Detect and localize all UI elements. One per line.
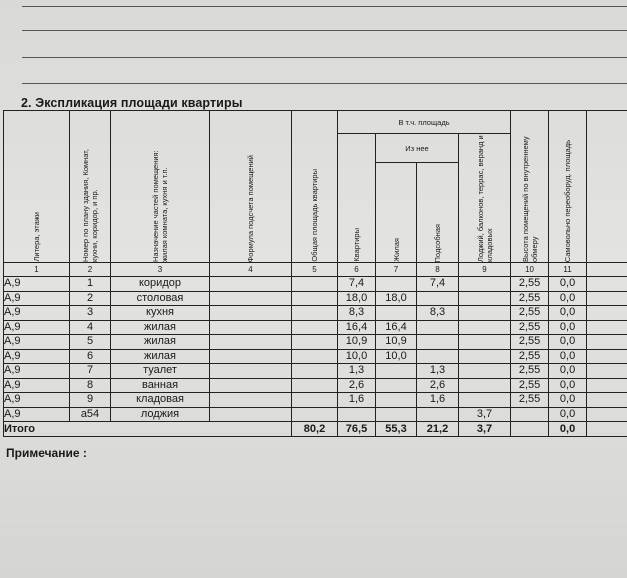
cell-purpose: кухня [111,306,210,321]
column-number-row [4,263,627,277]
cell-formula [210,349,292,364]
column-number: 10 [511,263,549,277]
cell-loggia [459,349,511,364]
column-number: 4 [210,263,292,277]
cell-loggia: 3,7 [459,407,511,422]
column-number: 8 [417,263,459,277]
totals-total: 80,2 [292,422,338,437]
cell-auxiliary [417,407,459,422]
cell-flat: 18,0 [338,291,376,306]
blank-line [22,83,627,84]
cell-flat: 8,3 [338,306,376,321]
cell-litera: А,9 [4,407,70,422]
header-extra [587,111,627,263]
cell-number: 1 [70,277,111,292]
cell-rebuilt: 0,0 [549,364,587,379]
cell-loggia [459,291,511,306]
cell-purpose: жилая [111,335,210,350]
cell-auxiliary: 1,3 [417,364,459,379]
table-row [4,320,627,335]
cell-rebuilt: 0,0 [549,378,587,393]
cell-number: 4 [70,320,111,335]
cell-flat: 16,4 [338,320,376,335]
cell-rebuilt: 0,0 [549,291,587,306]
header-formula: Формула подсчета помещений [210,111,292,263]
explication-table [3,110,627,437]
column-number: 3 [111,263,210,277]
cell-height: 2,55 [511,306,549,321]
cell-flat: 10,0 [338,349,376,364]
totals-row [4,422,627,437]
blank-line [22,30,627,31]
cell-litera: А,9 [4,306,70,321]
cell-living [376,364,417,379]
cell-total [292,306,338,321]
cell-auxiliary [417,291,459,306]
cell-loggia [459,306,511,321]
table-row [4,407,627,422]
cell-litera: А,9 [4,393,70,408]
cell-height: 2,55 [511,277,549,292]
header-living: Жилая [376,163,417,263]
cell-living: 18,0 [376,291,417,306]
cell-total [292,277,338,292]
cell-loggia [459,364,511,379]
header-flat: Квартиры [338,134,376,263]
cell-litera: А,9 [4,291,70,306]
cell-total [292,320,338,335]
cell-flat [338,407,376,422]
cell-auxiliary [417,349,459,364]
cell-auxiliary [417,320,459,335]
table-row [4,335,627,350]
cell-purpose: коридор [111,277,210,292]
cell-auxiliary [417,335,459,350]
header-group-of-which: Из нее [376,134,459,163]
cell-number: а54 [70,407,111,422]
header-auxiliary: Подсобная [417,163,459,263]
cell-litera: А,9 [4,335,70,350]
header-group-incl: В т.ч. площадь [338,111,511,134]
cell-number: 2 [70,291,111,306]
cell-auxiliary: 2,6 [417,378,459,393]
totals-living: 55,3 [376,422,417,437]
cell-height [511,407,549,422]
cell-loggia [459,277,511,292]
cell-litera: А,9 [4,378,70,393]
column-number: 11 [549,263,587,277]
cell-living [376,277,417,292]
cell-living: 16,4 [376,320,417,335]
cell-litera: А,9 [4,320,70,335]
column-number: 2 [70,263,111,277]
cell-living [376,407,417,422]
cell-flat: 2,6 [338,378,376,393]
totals-loggia: 3,7 [459,422,511,437]
table-row [4,306,627,321]
cell-auxiliary: 8,3 [417,306,459,321]
cell-height: 2,55 [511,320,549,335]
cell-formula [210,407,292,422]
cell-height: 2,55 [511,393,549,408]
table-row [4,349,627,364]
cell-living [376,393,417,408]
cell-formula [210,277,292,292]
cell-height: 2,55 [511,364,549,379]
cell-formula [210,335,292,350]
cell-loggia [459,378,511,393]
cell-rebuilt: 0,0 [549,393,587,408]
table-row [4,378,627,393]
header-height: Высота помещений по внутреннему обмеру [511,111,549,263]
cell-number: 7 [70,364,111,379]
cell-purpose: туалет [111,364,210,379]
totals-auxiliary: 21,2 [417,422,459,437]
cell-purpose: столовая [111,291,210,306]
cell-total [292,393,338,408]
cell-height: 2,55 [511,349,549,364]
table-row [4,393,627,408]
cell-total [292,335,338,350]
cell-living [376,306,417,321]
table-row [4,364,627,379]
cell-living [376,378,417,393]
cell-number: 6 [70,349,111,364]
note-label: Примечание : [6,446,87,460]
cell-living: 10,9 [376,335,417,350]
blank-line [22,57,627,58]
cell-height: 2,55 [511,291,549,306]
cell-purpose: кладовая [111,393,210,408]
cell-living: 10,0 [376,349,417,364]
cell-formula [210,291,292,306]
table-row [4,291,627,306]
cell-number: 3 [70,306,111,321]
column-number: 6 [338,263,376,277]
totals-rebuilt: 0,0 [549,422,587,437]
header-plan-number: Номер по плану здания, Комнат, кухни, коридор, и пр. [70,111,111,263]
cell-formula [210,320,292,335]
cell-formula [210,306,292,321]
column-number: 1 [4,263,70,277]
cell-number: 8 [70,378,111,393]
cell-total [292,364,338,379]
cell-number: 5 [70,335,111,350]
cell-rebuilt: 0,0 [549,335,587,350]
totals-height [511,422,549,437]
cell-height: 2,55 [511,378,549,393]
cell-purpose: ванная [111,378,210,393]
header-loggia: Лоджий, балконов, террас, веранд и кладовых [459,134,511,263]
cell-rebuilt: 0,0 [549,320,587,335]
cell-total [292,349,338,364]
cell-total [292,291,338,306]
cell-formula [210,378,292,393]
cell-auxiliary: 7,4 [417,277,459,292]
header-purpose: Назначение частей помещения: жилая комната, кухня и т.п. [111,111,210,263]
header-total-area: Общая площадь квартиры [292,111,338,263]
totals-label: Итого [4,422,292,437]
cell-total [292,407,338,422]
cell-loggia [459,335,511,350]
totals-flat: 76,5 [338,422,376,437]
header-litera: Литера, этажи [4,111,70,263]
section-title: 2. Экспликация площади квартиры [21,96,243,110]
cell-loggia [459,393,511,408]
cell-flat: 7,4 [338,277,376,292]
cell-rebuilt: 0,0 [549,306,587,321]
cell-total [292,378,338,393]
column-number: 9 [459,263,511,277]
cell-purpose: лоджия [111,407,210,422]
column-number: 7 [376,263,417,277]
cell-rebuilt: 0,0 [549,349,587,364]
header-rebuilt: Самовольно переоборуд. площадь [549,111,587,263]
cell-formula [210,364,292,379]
cell-purpose: жилая [111,320,210,335]
cell-flat: 1,6 [338,393,376,408]
cell-number: 9 [70,393,111,408]
cell-litera: А,9 [4,277,70,292]
column-number: 5 [292,263,338,277]
table-row [4,277,627,292]
cell-rebuilt: 0,0 [549,277,587,292]
cell-litera: А,9 [4,364,70,379]
cell-flat: 1,3 [338,364,376,379]
cell-loggia [459,320,511,335]
cell-auxiliary: 1,6 [417,393,459,408]
cell-rebuilt: 0,0 [549,407,587,422]
cell-litera: А,9 [4,349,70,364]
cell-height: 2,55 [511,335,549,350]
cell-purpose: жилая [111,349,210,364]
cell-formula [210,393,292,408]
blank-line [22,6,627,7]
cell-flat: 10,9 [338,335,376,350]
